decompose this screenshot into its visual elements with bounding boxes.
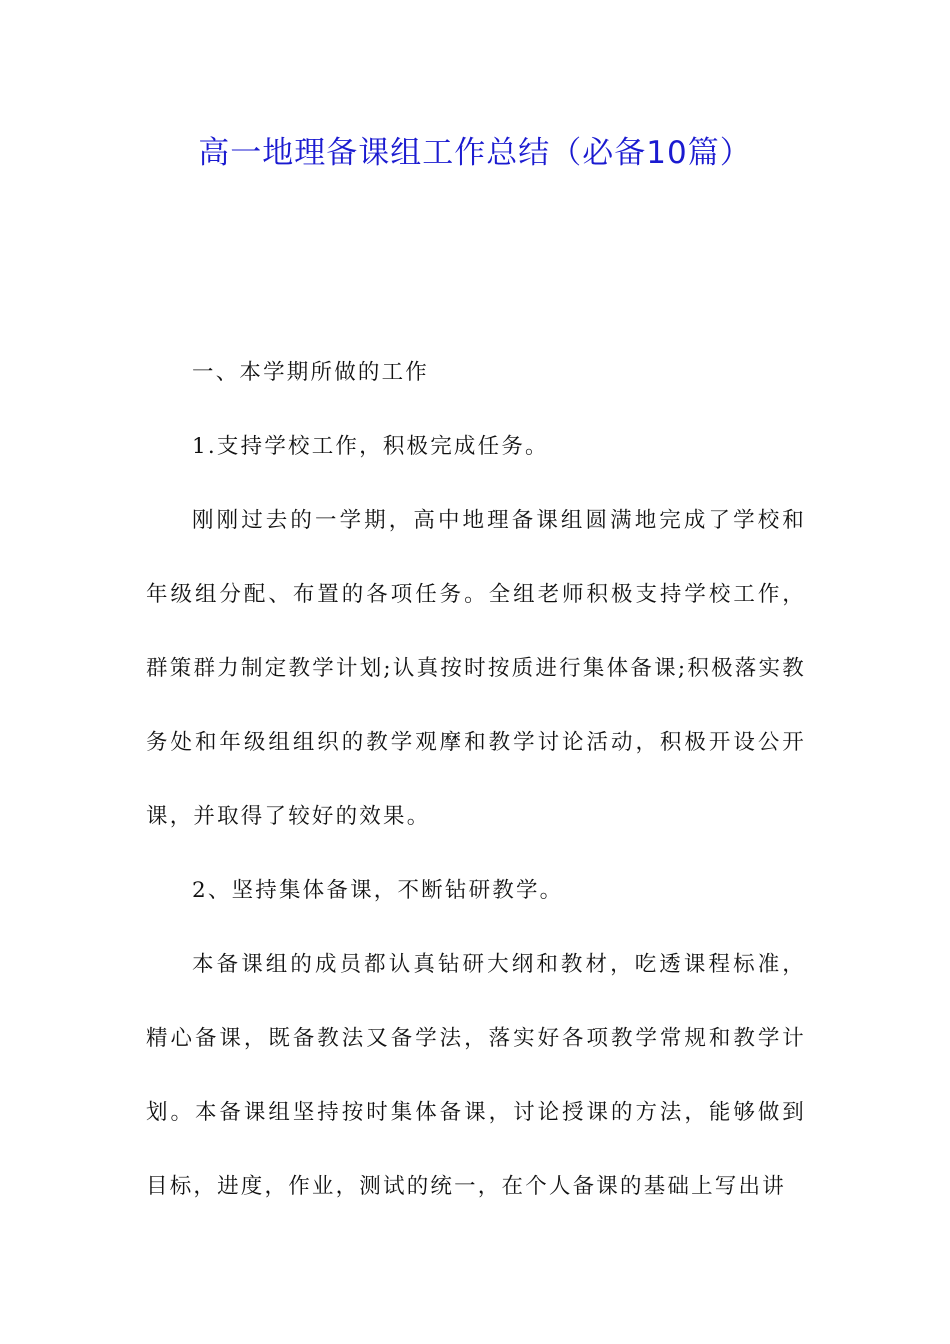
body-paragraph: 刚刚过去的一学期，高中地理备课组圆满地完成了学校和年级组分配、布置的各项任务。全组老师积极支持学校工作，群策群力制定教学计划;认真按时按质进行集体备课;积极落实教务处和年级组组织的教学观摩和教学讨论活动，积极开设公开课，并取得了较好的效果。: [146, 508, 806, 829]
subsection-heading: 2、坚持集体备课，不断钻研教学。: [192, 878, 564, 903]
document-title: 高一地理备课组工作总结（必备10篇）: [198, 135, 752, 171]
body-paragraph: 本备课组的成员都认真钻研大纲和教材，吃透课程标准，精心备课，既备教法又备学法，落实好各项教学常规和教学计划。本备课组坚持按时集体备课，讨论授课的方法，能够做到目标，进度，作业，测试的统一，在个人备课的基础上写出讲: [146, 952, 806, 1199]
section-heading: 一、本学期所做的工作: [192, 360, 430, 385]
document-body: [146, 336, 806, 1224]
subsection-heading: 1.支持学校工作，积极完成任务。: [192, 434, 549, 459]
